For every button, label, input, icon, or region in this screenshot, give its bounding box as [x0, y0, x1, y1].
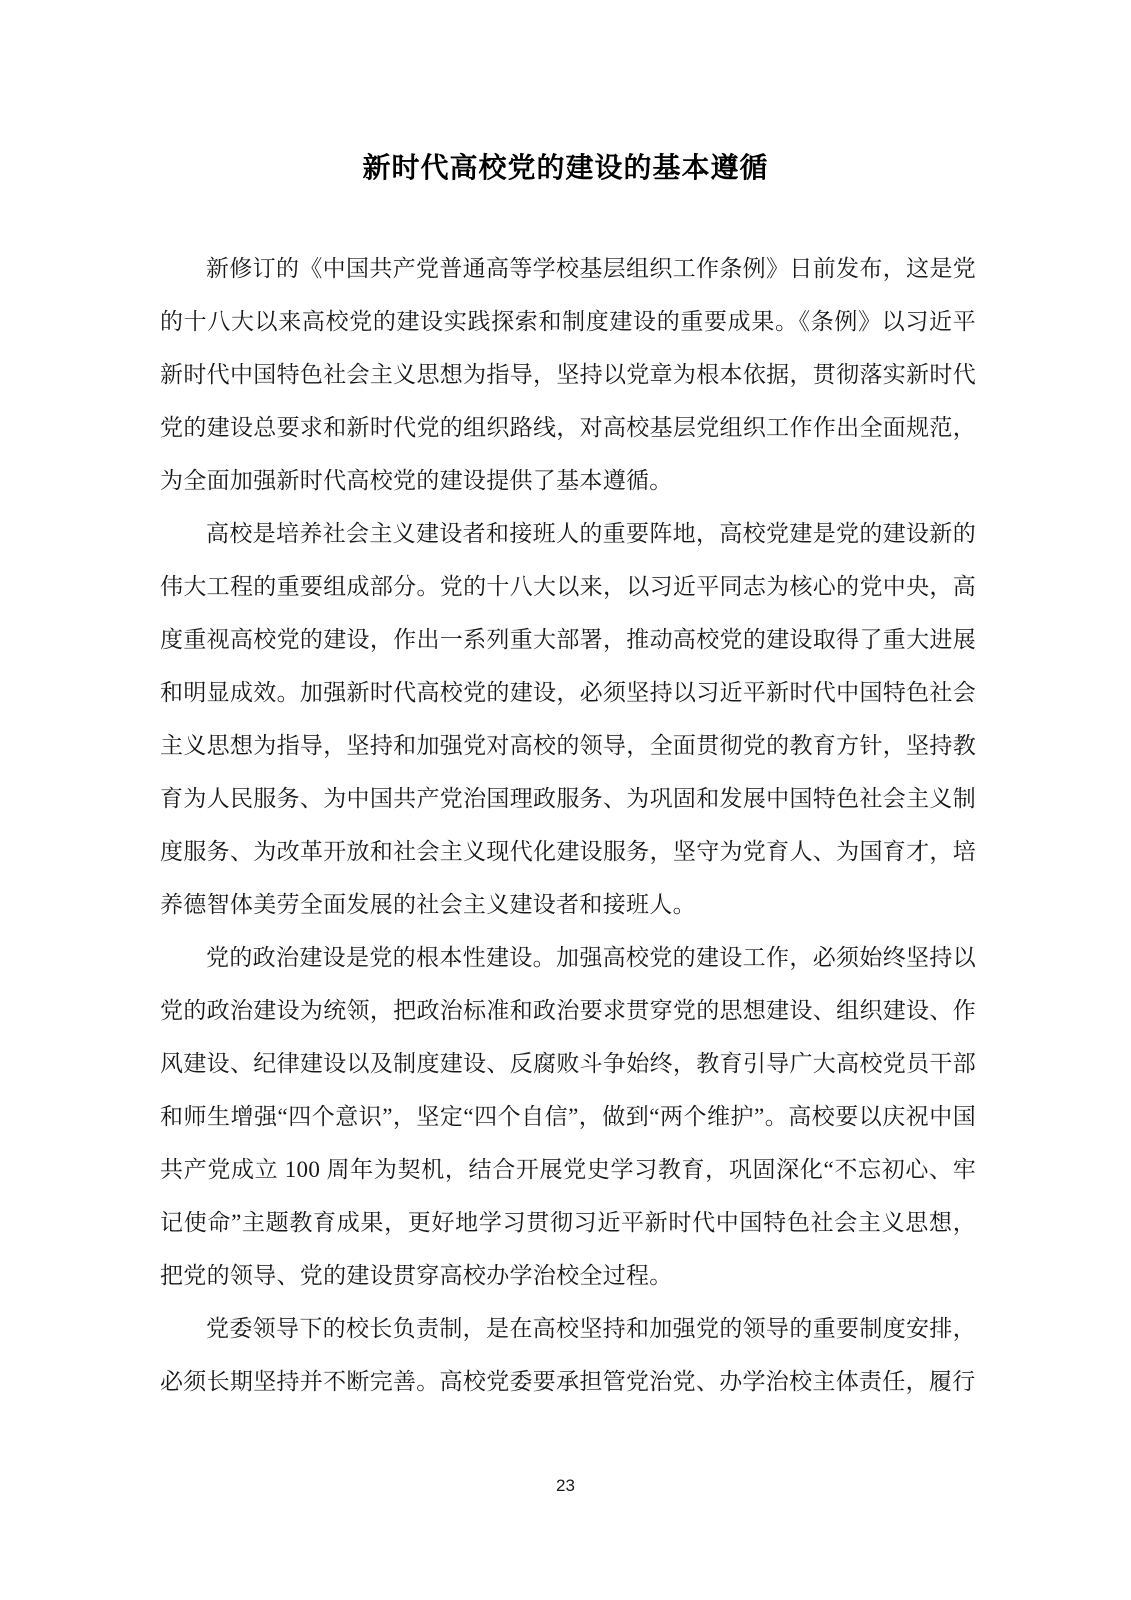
page-footer: [0, 1476, 1131, 1496]
paragraph-2: 高校是培养社会主义建设者和接班人的重要阵地，高校党建是党的建设新的伟大工程的重要组成部分。党的十八大以来，以习近平同志为核心的党中央，高度重视高校党的建设，作出一系列重大部署，推动高校党的建设取得了重大进展和明显成效。加强新时代高校党的建设，必须坚持以习近平新时代中国特色社会主义思想为指导，坚持和加强党对高校的领导，全面贯彻党的教育方针，坚持教育为人民服务、为中国共产党治国理政服务、为巩固和发展中国特色社会主义制度服务、为改革开放和社会主义现代化建设服务，坚守为党育人、为国育才，培养德智体美劳全面发展的社会主义建设者和接班人。: [160, 521, 976, 917]
paragraph-3: 党的政治建设是党的根本性建设。加强高校党的建设工作，必须始终坚持以党的政治建设为统领，把政治标准和政治要求贯穿党的思想建设、组织建设、作风建设、纪律建设以及制度建设、反腐败斗争始终，教育引导广大高校党员干部和师生增强“四个意识”，坚定“四个自信”，做到“两个维护”。高校要以庆祝中国共产党成立 100 周年为契机，结合开展党史学习教育，巩固深化“不忘初心、牢记使命”主题教育成果，更好地学习贯彻习近平新时代中国特色社会主义思想，把党的领导、党的建设贯穿高校办学治校全过程。: [160, 945, 976, 1288]
paragraph-4: 党委领导下的校长负责制，是在高校坚持和加强党的领导的重要制度安排，必须长期坚持并不断完善。高校党委要承担管党治党、办学治校主体责任，履行: [160, 1316, 976, 1394]
paragraph-1: 新修订的《中国共产党普通高等学校基层组织工作条例》日前发布，这是党的十八大以来高校党的建设实践探索和制度建设的重要成果。《条例》以习近平新时代中国特色社会主义思想为指导，坚持以党章为根本依据，贯彻落实新时代党的建设总要求和新时代党的组织路线，对高校基层党组织工作作出全面规范，为全面加强新时代高校党的建设提供了基本遵循。: [160, 256, 976, 493]
document-title: 新时代高校党的建设的基本遵循: [362, 152, 769, 183]
page-number: 23: [556, 1476, 575, 1495]
document-body: [160, 242, 976, 1408]
